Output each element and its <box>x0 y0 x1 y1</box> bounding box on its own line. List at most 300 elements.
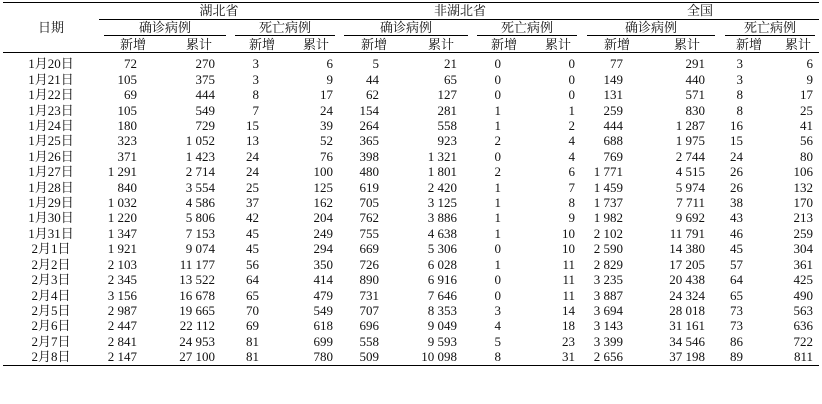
value-cell: 26 <box>730 179 744 195</box>
value-cell: 361 <box>793 256 814 272</box>
value-cell: 0 <box>494 241 502 257</box>
value-cell: 100 <box>313 164 334 180</box>
value-cell: 6 <box>806 56 814 72</box>
date-cell: 1月22日 <box>28 87 74 103</box>
value-cell: 2 447 <box>107 318 137 334</box>
value-cell: 24 <box>730 148 744 164</box>
value-cell: 19 665 <box>179 302 215 318</box>
value-cell: 414 <box>313 272 334 288</box>
value-cell: 270 <box>195 56 215 72</box>
date-cell: 2月4日 <box>31 287 71 303</box>
date-cell: 2月6日 <box>31 318 71 334</box>
value-cell: 86 <box>730 333 744 349</box>
value-cell: 444 <box>603 118 624 134</box>
value-cell: 64 <box>730 272 744 288</box>
value-cell: 24 324 <box>669 287 706 303</box>
value-cell: 70 <box>246 302 259 318</box>
value-cell: 25 <box>800 102 814 118</box>
new-header: 新增 <box>339 36 409 53</box>
value-cell: 558 <box>437 118 458 134</box>
value-cell: 8 353 <box>427 302 458 318</box>
value-cell: 9 <box>806 71 814 87</box>
value-cell: 0 <box>494 287 502 303</box>
value-cell: 11 <box>562 256 576 272</box>
value-cell: 249 <box>313 225 334 241</box>
value-cell: 696 <box>359 318 380 334</box>
value-cell: 3 694 <box>593 302 624 318</box>
value-cell: 2 420 <box>427 179 458 195</box>
table-row <box>3 87 819 102</box>
total-header: 累计 <box>167 36 231 53</box>
value-cell: 11 791 <box>669 225 706 241</box>
table-row <box>3 334 819 349</box>
value-cell: 923 <box>437 133 458 149</box>
value-cell: 9 074 <box>185 241 215 257</box>
value-cell: 9 <box>326 71 334 87</box>
date-cell: 2月3日 <box>31 272 71 288</box>
value-cell: 3 554 <box>185 179 215 195</box>
value-cell: 73 <box>730 318 744 334</box>
value-cell: 2 <box>494 133 502 149</box>
value-cell: 769 <box>603 148 624 164</box>
date-cell: 1月26日 <box>28 148 74 164</box>
value-cell: 132 <box>793 179 814 195</box>
value-cell: 0 <box>568 87 576 103</box>
new-header: 新增 <box>99 36 167 53</box>
value-cell: 4 515 <box>675 164 706 180</box>
value-cell: 77 <box>610 56 624 72</box>
value-cell: 2 <box>568 118 576 134</box>
value-cell: 17 <box>800 87 814 103</box>
value-cell: 4 638 <box>427 225 458 241</box>
value-cell: 509 <box>359 349 380 365</box>
total-header: 累计 <box>409 36 473 53</box>
value-cell: 24 <box>246 148 259 164</box>
table-row <box>3 318 819 333</box>
value-cell: 45 <box>730 241 744 257</box>
region-header-hubei: 湖北省 <box>99 3 339 20</box>
value-cell: 106 <box>793 164 814 180</box>
value-cell: 180 <box>117 118 137 134</box>
date-cell: 2月2日 <box>31 256 71 272</box>
value-cell: 7 <box>252 102 259 118</box>
value-cell: 6 916 <box>427 272 458 288</box>
value-cell: 15 <box>730 133 744 149</box>
value-cell: 24 953 <box>179 333 215 349</box>
value-cell: 398 <box>359 148 380 164</box>
value-cell: 10 <box>562 241 576 257</box>
value-cell: 213 <box>793 210 814 226</box>
value-cell: 2 744 <box>675 148 706 164</box>
value-cell: 204 <box>313 210 334 226</box>
value-cell: 10 <box>562 225 576 241</box>
value-cell: 56 <box>246 256 259 272</box>
value-cell: 24 <box>246 164 259 180</box>
value-cell: 3 <box>494 302 502 318</box>
value-cell: 26 <box>730 164 744 180</box>
date-cell: 1月23日 <box>28 102 74 118</box>
value-cell: 1 801 <box>427 164 458 180</box>
value-cell: 44 <box>366 71 380 87</box>
value-cell: 131 <box>603 87 624 103</box>
table-header <box>3 3 819 53</box>
value-cell: 2 103 <box>107 256 137 272</box>
value-cell: 707 <box>359 302 380 318</box>
value-cell: 5 <box>494 333 502 349</box>
value-cell: 5 806 <box>185 210 215 226</box>
value-cell: 69 <box>246 318 259 334</box>
value-cell: 259 <box>793 225 814 241</box>
value-cell: 81 <box>246 333 259 349</box>
table-row <box>3 195 819 210</box>
table-row <box>3 272 819 287</box>
value-cell: 154 <box>359 102 380 118</box>
value-cell: 9 049 <box>427 318 458 334</box>
value-cell: 17 205 <box>669 256 706 272</box>
value-cell: 5 974 <box>675 179 706 195</box>
value-cell: 1 220 <box>107 210 137 226</box>
value-cell: 13 522 <box>179 272 215 288</box>
value-cell: 1 347 <box>107 225 137 241</box>
value-cell: 1 737 <box>593 195 624 211</box>
value-cell: 31 <box>562 349 576 365</box>
value-cell: 563 <box>793 302 814 318</box>
date-cell: 2月5日 <box>31 302 71 318</box>
value-cell: 69 <box>124 87 137 103</box>
value-cell: 7 711 <box>676 195 706 211</box>
epidemic-data-table <box>3 2 819 366</box>
value-cell: 755 <box>359 225 380 241</box>
value-cell: 1 032 <box>107 195 137 211</box>
table-row <box>3 288 819 303</box>
value-cell: 3 399 <box>593 333 624 349</box>
date-cell: 2月1日 <box>31 241 71 257</box>
value-cell: 16 678 <box>179 287 215 303</box>
value-cell: 3 <box>736 56 744 72</box>
date-cell: 1月24日 <box>28 118 74 134</box>
value-cell: 0 <box>494 148 502 164</box>
value-cell: 13 <box>246 133 259 149</box>
value-cell: 440 <box>685 71 706 87</box>
value-cell: 6 <box>326 56 334 72</box>
value-cell: 41 <box>800 118 814 134</box>
value-cell: 479 <box>313 287 334 303</box>
table-row <box>3 53 819 72</box>
value-cell: 170 <box>793 195 814 211</box>
value-cell: 72 <box>124 56 137 72</box>
value-cell: 64 <box>246 272 259 288</box>
value-cell: 8 <box>736 87 744 103</box>
value-cell: 3 886 <box>427 210 458 226</box>
value-cell: 43 <box>730 210 744 226</box>
value-cell: 811 <box>794 349 814 365</box>
table-row <box>3 210 819 225</box>
value-cell: 731 <box>359 287 380 303</box>
table-row <box>3 303 819 318</box>
value-cell: 762 <box>359 210 380 226</box>
value-cell: 37 <box>246 195 259 211</box>
value-cell: 1 287 <box>675 118 706 134</box>
total-header: 累计 <box>653 36 721 53</box>
value-cell: 722 <box>793 333 814 349</box>
value-cell: 105 <box>117 71 137 87</box>
value-cell: 304 <box>793 241 814 257</box>
table-row <box>3 257 819 272</box>
confirmed-header: 确诊病例 <box>339 20 473 37</box>
date-cell: 2月8日 <box>31 349 71 365</box>
value-cell: 65 <box>444 71 458 87</box>
value-cell: 3 235 <box>593 272 624 288</box>
value-cell: 14 <box>562 302 576 318</box>
value-cell: 636 <box>793 318 814 334</box>
value-cell: 127 <box>437 87 458 103</box>
value-cell: 3 <box>252 56 259 72</box>
value-cell: 259 <box>603 102 624 118</box>
value-cell: 162 <box>313 195 334 211</box>
value-cell: 27 100 <box>179 349 215 365</box>
value-cell: 20 438 <box>669 272 706 288</box>
value-cell: 830 <box>685 102 706 118</box>
value-cell: 264 <box>359 118 380 134</box>
value-cell: 0 <box>494 56 502 72</box>
date-cell: 1月25日 <box>28 133 74 149</box>
value-cell: 65 <box>730 287 744 303</box>
value-cell: 3 156 <box>107 287 137 303</box>
value-cell: 73 <box>730 302 744 318</box>
value-cell: 375 <box>195 71 215 87</box>
value-cell: 5 306 <box>427 241 458 257</box>
value-cell: 0 <box>494 71 502 87</box>
value-cell: 14 380 <box>669 241 706 257</box>
date-cell: 1月30日 <box>28 210 74 226</box>
value-cell: 1 052 <box>185 133 215 149</box>
value-cell: 0 <box>494 272 502 288</box>
value-cell: 840 <box>117 179 137 195</box>
value-cell: 1 291 <box>107 164 137 180</box>
value-cell: 80 <box>800 148 814 164</box>
deaths-header: 死亡病例 <box>721 20 819 37</box>
total-header: 累计 <box>293 36 339 53</box>
value-cell: 571 <box>685 87 706 103</box>
value-cell: 105 <box>117 102 137 118</box>
value-cell: 6 <box>568 164 576 180</box>
value-cell: 15 <box>246 118 259 134</box>
value-cell: 9 <box>568 210 576 226</box>
value-cell: 2 <box>494 164 502 180</box>
region-header-non-hubei: 非湖北省 <box>339 3 581 20</box>
value-cell: 1 921 <box>107 241 137 257</box>
value-cell: 2 656 <box>593 349 624 365</box>
value-cell: 371 <box>117 148 137 164</box>
value-cell: 669 <box>359 241 380 257</box>
new-header: 新增 <box>231 36 293 53</box>
table-row <box>3 349 819 365</box>
date-cell: 1月21日 <box>28 71 74 87</box>
value-cell: 42 <box>246 210 259 226</box>
value-cell: 3 143 <box>593 318 624 334</box>
value-cell: 291 <box>685 56 706 72</box>
value-cell: 688 <box>603 133 624 149</box>
value-cell: 6 028 <box>427 256 458 272</box>
value-cell: 18 <box>562 318 576 334</box>
value-cell: 45 <box>246 225 259 241</box>
value-cell: 699 <box>313 333 334 349</box>
table-row <box>3 118 819 133</box>
date-cell: 1月31日 <box>28 225 74 241</box>
value-cell: 76 <box>320 148 334 164</box>
new-header: 新增 <box>721 36 777 53</box>
value-cell: 618 <box>313 318 334 334</box>
value-cell: 9 593 <box>427 333 458 349</box>
value-cell: 56 <box>800 133 814 149</box>
confirmed-header: 确诊病例 <box>99 20 231 37</box>
value-cell: 57 <box>730 256 744 272</box>
value-cell: 89 <box>730 349 744 365</box>
value-cell: 425 <box>793 272 814 288</box>
value-cell: 2 714 <box>185 164 215 180</box>
value-cell: 2 102 <box>593 225 624 241</box>
value-cell: 25 <box>246 179 259 195</box>
value-cell: 46 <box>730 225 744 241</box>
value-cell: 726 <box>359 256 380 272</box>
value-cell: 619 <box>359 179 380 195</box>
value-cell: 1 <box>494 225 502 241</box>
value-cell: 1 <box>494 118 502 134</box>
value-cell: 16 <box>730 118 744 134</box>
value-cell: 480 <box>359 164 380 180</box>
date-cell: 1月27日 <box>28 164 74 180</box>
value-cell: 549 <box>195 102 215 118</box>
value-cell: 1 975 <box>675 133 706 149</box>
value-cell: 8 <box>736 102 744 118</box>
value-cell: 1 771 <box>593 164 624 180</box>
value-cell: 549 <box>313 302 334 318</box>
value-cell: 0 <box>494 87 502 103</box>
value-cell: 5 <box>372 56 380 72</box>
value-cell: 11 <box>562 272 576 288</box>
date-cell: 1月28日 <box>28 179 74 195</box>
value-cell: 444 <box>195 87 215 103</box>
value-cell: 125 <box>313 179 334 195</box>
value-cell: 729 <box>195 118 215 134</box>
value-cell: 350 <box>313 256 334 272</box>
value-cell: 1 <box>494 256 502 272</box>
table-row <box>3 149 819 164</box>
value-cell: 2 841 <box>107 333 137 349</box>
confirmed-header: 确诊病例 <box>581 20 721 37</box>
value-cell: 17 <box>320 87 334 103</box>
value-cell: 11 177 <box>179 256 215 272</box>
value-cell: 780 <box>313 349 334 365</box>
value-cell: 65 <box>246 287 259 303</box>
value-cell: 323 <box>117 133 137 149</box>
value-cell: 558 <box>359 333 380 349</box>
table-row <box>3 241 819 256</box>
value-cell: 3 125 <box>427 195 458 211</box>
value-cell: 3 887 <box>593 287 624 303</box>
value-cell: 23 <box>562 333 576 349</box>
new-header: 新增 <box>473 36 535 53</box>
value-cell: 1 423 <box>185 148 215 164</box>
value-cell: 81 <box>246 349 259 365</box>
value-cell: 11 <box>562 287 576 303</box>
value-cell: 10 098 <box>421 349 458 365</box>
value-cell: 7 646 <box>427 287 458 303</box>
deaths-header: 死亡病例 <box>473 20 581 37</box>
value-cell: 4 <box>568 148 576 164</box>
value-cell: 52 <box>320 133 334 149</box>
value-cell: 3 <box>252 71 259 87</box>
value-cell: 705 <box>359 195 380 211</box>
value-cell: 1 <box>568 102 576 118</box>
date-cell: 2月7日 <box>31 333 71 349</box>
value-cell: 8 <box>494 349 502 365</box>
value-cell: 45 <box>246 241 259 257</box>
date-cell: 1月20日 <box>28 56 74 72</box>
value-cell: 39 <box>320 118 334 134</box>
value-cell: 31 161 <box>669 318 706 334</box>
value-cell: 3 <box>736 71 744 87</box>
value-cell: 4 <box>568 133 576 149</box>
table-row <box>3 103 819 118</box>
value-cell: 365 <box>359 133 380 149</box>
value-cell: 9 692 <box>675 210 706 226</box>
value-cell: 0 <box>568 71 576 87</box>
value-cell: 1 459 <box>593 179 624 195</box>
new-header: 新增 <box>581 36 653 53</box>
table-row <box>3 164 819 179</box>
value-cell: 2 147 <box>107 349 137 365</box>
value-cell: 8 <box>568 195 576 211</box>
value-cell: 1 <box>494 102 502 118</box>
deaths-header: 死亡病例 <box>231 20 339 37</box>
total-header: 累计 <box>535 36 581 53</box>
value-cell: 1 982 <box>593 210 624 226</box>
value-cell: 890 <box>359 272 380 288</box>
date-cell: 1月29日 <box>28 195 74 211</box>
value-cell: 38 <box>730 195 744 211</box>
value-cell: 28 018 <box>669 302 706 318</box>
value-cell: 22 112 <box>179 318 215 334</box>
value-cell: 2 987 <box>107 302 137 318</box>
value-cell: 0 <box>568 56 576 72</box>
value-cell: 7 153 <box>185 225 215 241</box>
value-cell: 294 <box>313 241 334 257</box>
value-cell: 281 <box>437 102 458 118</box>
value-cell: 1 321 <box>427 148 458 164</box>
value-cell: 2 345 <box>107 272 137 288</box>
table-row <box>3 72 819 87</box>
table-body <box>3 53 819 365</box>
region-header-national: 全国 <box>581 3 819 20</box>
value-cell: 2 590 <box>593 241 624 257</box>
value-cell: 1 <box>494 210 502 226</box>
value-cell: 1 <box>494 195 502 211</box>
value-cell: 37 198 <box>669 349 706 365</box>
value-cell: 4 <box>494 318 502 334</box>
value-cell: 62 <box>366 87 380 103</box>
value-cell: 2 829 <box>593 256 624 272</box>
value-cell: 34 546 <box>669 333 706 349</box>
value-cell: 8 <box>252 87 259 103</box>
value-cell: 1 <box>494 179 502 195</box>
table-row <box>3 133 819 148</box>
value-cell: 7 <box>568 179 576 195</box>
date-header: 日期 <box>3 3 99 53</box>
table-row <box>3 180 819 195</box>
value-cell: 490 <box>793 287 814 303</box>
value-cell: 149 <box>603 71 624 87</box>
